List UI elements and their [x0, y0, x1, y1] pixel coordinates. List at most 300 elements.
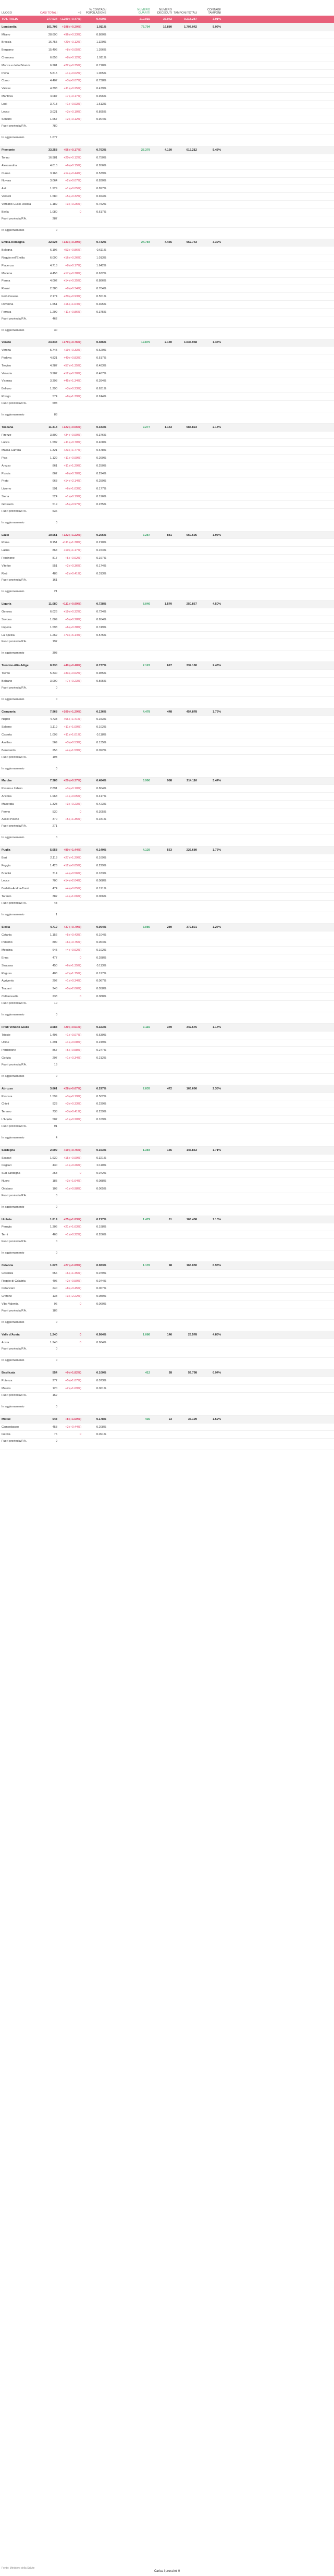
- cell-place: Grosseto: [2, 502, 14, 506]
- cell-contagi: 2.46%: [213, 664, 221, 668]
- cell-place: Molise: [2, 1417, 11, 1421]
- cell-delta: +15 (+0.99%): [64, 1156, 81, 1160]
- cell-casi: 1.321: [50, 449, 57, 452]
- cell-pct: 0.061%: [96, 1387, 106, 1390]
- table-row: [0, 639, 334, 651]
- cell-place: Terni: [2, 1233, 8, 1237]
- cell-pct: 0.904%: [96, 118, 106, 121]
- cell-delta: +1 (+0.98%): [65, 1187, 81, 1191]
- cell-place: Udine: [2, 1041, 9, 1045]
- cell-pct: 0.895%: [96, 110, 106, 114]
- cell-casi: 4.287: [50, 364, 57, 367]
- cell-pct: 0.250%: [96, 464, 106, 468]
- cell-place: Arezzo: [2, 464, 11, 468]
- cell-casi: 1.657: [50, 118, 57, 121]
- cell-contagi: 3.44%: [213, 779, 221, 783]
- cell-casi: 287: [52, 217, 57, 220]
- cell-delta: +10 (+1.17%): [64, 549, 81, 553]
- cell-casi: 714: [52, 872, 57, 875]
- cell-delta: +1 (+0.34%): [65, 979, 81, 983]
- table-row: [0, 1385, 334, 1393]
- cell-place: La Spezia: [2, 633, 15, 637]
- cell-delta: +45 (+1.34%): [64, 379, 81, 383]
- cell-pct: 0.088%: [96, 879, 106, 883]
- table-row: [0, 766, 334, 778]
- cell-pct: 0.718%: [96, 64, 106, 67]
- cell-place: Benevento: [2, 749, 16, 752]
- table-row: [0, 1293, 334, 1301]
- cell-casi: 668: [52, 480, 57, 483]
- cell-guariti: 1.176: [143, 1264, 150, 1267]
- table-row: [0, 1162, 334, 1170]
- cell-place: Padova: [2, 356, 11, 360]
- cell-delta: +4 (+1.59%): [65, 749, 81, 752]
- table-row: [0, 824, 334, 835]
- table-row: [0, 501, 334, 509]
- cell-place: Alessandria: [2, 164, 17, 167]
- region-row: [0, 924, 334, 931]
- table-row: [0, 462, 334, 470]
- cell-contagi: 1.75%: [213, 710, 221, 714]
- table-row: [0, 931, 334, 939]
- table-row: [0, 1223, 334, 1231]
- cell-guariti: 9.277: [143, 425, 150, 429]
- cell-delta: +7 (+0.17%): [65, 95, 81, 99]
- cell-pct: 0.178%: [96, 1417, 106, 1421]
- cell-pct: 0.210%: [96, 541, 106, 545]
- cell-place: In aggiornamento: [2, 1359, 24, 1363]
- cell-delta: +19 (+0.76%): [64, 1148, 81, 1152]
- cell-guariti: 4.478: [143, 710, 150, 714]
- cell-casi: 3.021: [50, 110, 57, 114]
- cell-pct: 0.575%: [96, 633, 106, 637]
- cell-delta: +4 (+0.62%): [65, 949, 81, 952]
- table-row: [0, 1377, 334, 1385]
- cell-place: Ancona: [2, 795, 11, 799]
- table-row: [0, 970, 334, 978]
- cell-delta: +9 (+1.82%): [65, 1371, 81, 1375]
- cell-casi: 2.113: [50, 856, 57, 860]
- cell-casi: 477: [52, 956, 57, 960]
- table-row: [0, 608, 334, 616]
- cell-delta: +14 (+0.44%): [64, 171, 81, 175]
- cell-contagi: 1.71%: [213, 1148, 221, 1152]
- cell-casi: 6.281: [50, 64, 57, 67]
- cell-place: Salerno: [2, 726, 12, 729]
- region-row: [0, 532, 334, 539]
- cell-pct: 0.984%: [96, 1341, 106, 1344]
- cell-delta: +5 (+1.35%): [65, 818, 81, 821]
- table-row: [0, 589, 334, 600]
- cell-casi: 3.683: [50, 1025, 57, 1029]
- cell-delta: +53 (+0.86%): [64, 249, 81, 252]
- cell-casi: 0: [55, 1359, 57, 1363]
- cell-delta: +1 (+0.05%): [65, 187, 81, 191]
- cell-casi: 406: [52, 1279, 57, 1283]
- cell-deceduti: 697: [167, 664, 172, 668]
- cell-pct: 0.135%: [96, 741, 106, 744]
- cell-place: Fuori provincia/P.A.: [2, 1001, 27, 1005]
- header-luogo[interactable]: LUOGO: [2, 11, 12, 15]
- table-row: [0, 1278, 334, 1285]
- cell-pct: 0.880%: [96, 33, 106, 36]
- cell-place: In aggiornamento: [2, 413, 24, 416]
- cell-casi: 1.968: [50, 795, 57, 799]
- table-row: [0, 1270, 334, 1278]
- cell-place: Vicenza: [2, 379, 12, 383]
- cell-delta: +2 (+1.69%): [65, 1387, 81, 1390]
- cell-pct: 1.329%: [96, 41, 106, 44]
- cell-place: Siena: [2, 495, 9, 498]
- table-row: [0, 716, 334, 724]
- total-row: [0, 16, 334, 23]
- cell-casi: 13: [54, 1063, 57, 1066]
- cell-tamponi: 214.110: [187, 779, 197, 783]
- cell-delta: +11 (+0.86%): [64, 310, 81, 314]
- cell-delta: +5 (+0.58%): [65, 1049, 81, 1052]
- cell-pct: 0.517%: [96, 356, 106, 360]
- header-casi[interactable]: CASI TOTALI: [40, 11, 57, 15]
- cell-delta: 0: [79, 1172, 81, 1175]
- cell-casi: 76: [54, 1433, 57, 1437]
- cell-casi: 11.080: [48, 603, 57, 606]
- cell-casi: 5.815: [50, 71, 57, 75]
- cell-delta: +3 (+0.33%): [65, 1102, 81, 1106]
- cell-place: Brindisi: [2, 872, 11, 875]
- cell-pct: 0.064%: [96, 941, 106, 944]
- cell-delta: +133 (+0.39%): [61, 241, 81, 244]
- cell-casi: 5.658: [50, 849, 57, 852]
- cell-delta: +1 (+0.22%): [65, 1233, 81, 1237]
- cell-delta: +5 (+0.43%): [65, 933, 81, 937]
- cell-place: Genova: [2, 610, 12, 614]
- cell-pct: 0.617%: [96, 210, 106, 214]
- cell-pct: 0.408%: [96, 441, 106, 445]
- table-row: [0, 678, 334, 685]
- cell-pct: 0.244%: [96, 395, 106, 398]
- cell-place: Ragusa: [2, 972, 12, 975]
- cell-delta: +8 (+1.50%): [65, 1417, 81, 1421]
- cell-place: In aggiornamento: [2, 836, 24, 840]
- cell-place: Varese: [2, 87, 11, 91]
- cell-pct: 0.217%: [96, 1218, 106, 1221]
- cell-guariti: 1.479: [143, 1218, 150, 1221]
- cell-tamponi: 165.666: [186, 1087, 197, 1090]
- cell-place: Sicilia: [2, 925, 10, 929]
- cell-delta: +5 (+0.28%): [65, 618, 81, 621]
- cell-casi: 0: [55, 767, 57, 770]
- table-row: [0, 154, 334, 162]
- cell-casi: 0: [55, 521, 57, 524]
- header-tamponi[interactable]: TAMPONI TOTALI: [174, 11, 197, 15]
- table-row: [0, 651, 334, 662]
- cell-place: Latina: [2, 549, 10, 553]
- cell-casi: 162: [52, 1393, 57, 1397]
- cell-delta: +1 (+0.20%): [65, 1118, 81, 1121]
- table-row: [0, 1155, 334, 1162]
- cell-pct: 0.886%: [96, 279, 106, 283]
- cell-delta: +28 (+0.67%): [64, 1087, 81, 1090]
- cell-guariti: 2.835: [143, 1087, 150, 1090]
- cell-casi: 1.592: [50, 441, 57, 445]
- cell-place: Savona: [2, 618, 11, 621]
- cell-casi: 1.809: [50, 618, 57, 621]
- table-row: [0, 854, 334, 862]
- cell-pct: 0.749%: [96, 625, 106, 629]
- cell-delta: +122 (+0.06%): [61, 425, 81, 429]
- cell-delta: +8 (+0.17%): [65, 264, 81, 267]
- cell-casi: 48: [54, 901, 57, 905]
- cell-casi: 800: [52, 941, 57, 944]
- cell-pct: 0.294%: [96, 472, 106, 475]
- table-row: [0, 1250, 334, 1262]
- cell-casi: 864: [52, 549, 57, 553]
- cell-delta: +16 (+1.04%): [64, 302, 81, 306]
- cell-place: Teramo: [2, 1110, 11, 1114]
- cell-delta: +56 (+0.17%): [64, 149, 81, 152]
- cell-pct: 0.205%: [96, 533, 106, 537]
- cell-delta: +4 (+0.56%): [65, 872, 81, 875]
- table-row: [0, 70, 334, 78]
- cell-place: Fuori provincia/P.A.: [2, 1194, 27, 1197]
- cell-tamponi: 59.798: [188, 1371, 197, 1375]
- cell-place: Marche: [2, 779, 12, 783]
- cell-place: In aggiornamento: [2, 1205, 24, 1209]
- region-row: [0, 1369, 334, 1377]
- cell-place: Sardegna: [2, 1148, 15, 1152]
- cell-pct: 0.395%: [96, 302, 106, 306]
- cell-guariti: 412: [145, 1371, 150, 1375]
- cell-casi: 1.262: [50, 633, 57, 637]
- cell-guariti: 7.287: [143, 533, 150, 537]
- cell-delta: +11 (+1.01%): [64, 733, 81, 737]
- cell-casi: 1.677: [50, 136, 57, 140]
- table-row: [0, 216, 334, 228]
- table-row: [0, 328, 334, 339]
- cell-deceduti: 289: [167, 925, 172, 929]
- table-row: [0, 201, 334, 208]
- table-row: [0, 1116, 334, 1124]
- header-delta[interactable]: +5: [78, 11, 81, 15]
- cell-place: Bolzano: [2, 679, 13, 683]
- cell-delta: 0: [79, 210, 81, 214]
- table-row: [0, 93, 334, 101]
- header-contagi[interactable]: CONTAGI/ TAMPONI: [207, 8, 221, 15]
- cell-casi: 1.240: [50, 1333, 57, 1336]
- table-row: [0, 493, 334, 501]
- cell-place: Lombardia: [2, 25, 17, 29]
- table-row: [0, 78, 334, 85]
- cell-place: Napoli: [2, 718, 10, 721]
- region-row: [0, 424, 334, 432]
- cell-delta: +1.290 (+0.47%): [59, 18, 81, 21]
- cell-place: Frosinone: [2, 556, 15, 560]
- cell-place: Belluno: [2, 387, 11, 391]
- cell-pct: 0.154%: [96, 549, 106, 553]
- cell-place: Reggio di Calabria: [2, 1279, 26, 1283]
- cell-casi: 16.981: [48, 156, 57, 160]
- cell-contagi: 1.10%: [213, 1218, 221, 1221]
- cell-pct: 0.080%: [96, 1295, 106, 1298]
- cell-delta: +2 (+0.44%): [65, 1425, 81, 1429]
- cell-casi: 3.987: [50, 372, 57, 375]
- header-pct[interactable]: % CONTAGI/ POPOLAZIONE: [85, 8, 106, 15]
- cell-delta: +1 (+0.03%): [65, 102, 81, 106]
- cell-tamponi: 35.199: [188, 1417, 197, 1421]
- cell-casi: 1.290: [50, 387, 57, 391]
- cell-contagi: 0.94%: [213, 1371, 221, 1375]
- cell-pct: 0.249%: [96, 1041, 106, 1045]
- table-row: [0, 878, 334, 886]
- cell-place: Cuneo: [2, 171, 10, 175]
- region-row: [0, 708, 334, 716]
- cell-delta: 0: [79, 1302, 81, 1306]
- cell-casi: 193: [52, 755, 57, 759]
- cell-casi: 33.258: [48, 149, 57, 152]
- table-row: [0, 31, 334, 39]
- cell-place: Lecce: [2, 879, 9, 883]
- cell-casi: 8.330: [50, 664, 57, 668]
- cell-casi: 16.755: [48, 41, 57, 44]
- cell-place: Liguria: [2, 603, 11, 606]
- cell-delta: +5 (+0.62%): [65, 556, 81, 560]
- cell-pct: 1.642%: [96, 264, 106, 267]
- table-row: [0, 412, 334, 424]
- cell-casi: 1.623: [50, 1264, 57, 1267]
- table-row: [0, 578, 334, 589]
- cell-place: Biella: [2, 210, 9, 214]
- cell-place: Macerata: [2, 802, 14, 806]
- table-row: [0, 116, 334, 124]
- cell-place: Fuori provincia/P.A.: [2, 401, 27, 405]
- cell-casi: 569: [52, 741, 57, 744]
- cell-casi: 474: [52, 887, 57, 891]
- cell-pct: 0.704%: [96, 287, 106, 291]
- cell-casi: 3.800: [50, 433, 57, 437]
- cell-place: TOT. ITALIA: [2, 18, 18, 21]
- cell-deceduti: 2.130: [165, 341, 172, 345]
- cell-delta: +57 (+1.35%): [64, 364, 81, 367]
- cell-pct: 0.479%: [96, 87, 106, 91]
- cell-place: Oristano: [2, 1187, 13, 1191]
- cell-delta: +1 (+0.07%): [65, 1033, 81, 1037]
- table-row: [0, 616, 334, 624]
- cell-delta: +1 (+0.08%): [65, 1041, 81, 1045]
- cell-pct: 0.484%: [96, 779, 106, 783]
- cell-place: Trapani: [2, 987, 11, 991]
- region-row: [0, 1216, 334, 1224]
- cell-contagi: 4.85%: [213, 1333, 221, 1336]
- cell-deceduti: 988: [167, 779, 172, 783]
- table-row: [0, 570, 334, 578]
- region-row: [0, 23, 334, 31]
- cell-delta: +80 (+1.44%): [64, 849, 81, 852]
- cell-casi: 0: [55, 1240, 57, 1244]
- table-row: [0, 723, 334, 731]
- cell-pct: 0.102%: [96, 949, 106, 952]
- cell-guariti: 436: [145, 1417, 150, 1421]
- cell-place: Imperia: [2, 625, 11, 629]
- cell-pct: 1.911%: [96, 56, 106, 60]
- cell-casi: 7.383: [50, 779, 57, 783]
- table-row: [0, 962, 334, 970]
- cell-delta: +20 (+0.12%): [64, 156, 81, 160]
- table-row: [0, 901, 334, 912]
- cell-delta: +23 (+1.77%): [64, 449, 81, 452]
- region-row: [0, 1147, 334, 1155]
- table-row: [0, 1431, 334, 1439]
- header-deceduti[interactable]: NUMERO DECEDUTI: [157, 8, 172, 15]
- cell-place: Umbria: [2, 1218, 12, 1221]
- cell-delta: +2 (+0.36%): [65, 564, 81, 568]
- cell-delta: +3 (+0.10%): [65, 110, 81, 114]
- load-more-button[interactable]: Carica i prossimi 0: [154, 2570, 180, 2573]
- region-row: [0, 146, 334, 154]
- table-row: [0, 624, 334, 632]
- cell-delta: 0: [79, 956, 81, 960]
- cell-tamponi: 612.212: [186, 149, 197, 152]
- cell-delta: +3 (+0.19%): [65, 1095, 81, 1098]
- cell-place: Fuori provincia/P.A.: [2, 1393, 27, 1397]
- region-row: [0, 662, 334, 670]
- table-row: [0, 1100, 334, 1108]
- header-guariti[interactable]: NUMERO GUARITI: [137, 8, 150, 15]
- cell-delta: +11 (+0.99%): [64, 456, 81, 460]
- cell-delta: +34 (+0.90%): [64, 433, 81, 437]
- cell-place: Siracusa: [2, 964, 13, 967]
- cell-place: Livorno: [2, 487, 11, 491]
- table-row: [0, 1012, 334, 1024]
- cell-casi: 463: [52, 1233, 57, 1237]
- cell-place: In aggiornamento: [2, 1136, 24, 1139]
- cell-pct: 0.956%: [96, 164, 106, 167]
- cell-tamponi: 342.676: [186, 1025, 197, 1029]
- cell-place: Isernia: [2, 1433, 10, 1437]
- cell-deceduti: 146: [167, 1333, 172, 1336]
- cell-casi: 96: [54, 1302, 57, 1306]
- cell-pct: 0.984%: [96, 1333, 106, 1336]
- table-row: [0, 1032, 334, 1039]
- cell-tamponi: 372.801: [186, 925, 197, 929]
- cell-contagi: 3.39%: [213, 241, 221, 244]
- cell-deceduti: 136: [167, 1148, 172, 1152]
- cell-delta: +4 (+0.85%): [65, 887, 81, 891]
- cell-casi: 6.026: [50, 610, 57, 614]
- cell-pct: 0.502%: [96, 1095, 106, 1098]
- cell-guariti: 1.086: [143, 1333, 150, 1336]
- cell-casi: 524: [52, 495, 57, 498]
- cell-casi: 2.009: [50, 1148, 57, 1152]
- cell-pct: 0.102%: [96, 726, 106, 729]
- cell-delta: +17 (+0.38%): [64, 272, 81, 275]
- cell-place: Sud Sardegna: [2, 1172, 20, 1175]
- cell-place: Lazio: [2, 533, 9, 537]
- cell-tamponi: 1.636.958: [184, 341, 197, 345]
- cell-delta: +16 (+0.26%): [64, 256, 81, 260]
- cell-deceduti: 98: [168, 1264, 172, 1267]
- cell-pct: 0.269%: [96, 456, 106, 460]
- cell-place: Fuori provincia/P.A.: [2, 1063, 27, 1066]
- cell-pct: 1.613%: [96, 102, 106, 106]
- cell-place: Lucca: [2, 441, 9, 445]
- cell-casi: 6.196: [50, 249, 57, 252]
- cell-place: Fuori provincia/P.A.: [2, 1309, 27, 1312]
- cell-delta: +66 (+1.41%): [64, 718, 81, 721]
- cell-delta: +6 (+0.38%): [65, 625, 81, 629]
- cell-place: Cosenza: [2, 1271, 14, 1275]
- cell-place: Enna: [2, 956, 9, 960]
- cell-pct: 0.460%: [96, 18, 106, 21]
